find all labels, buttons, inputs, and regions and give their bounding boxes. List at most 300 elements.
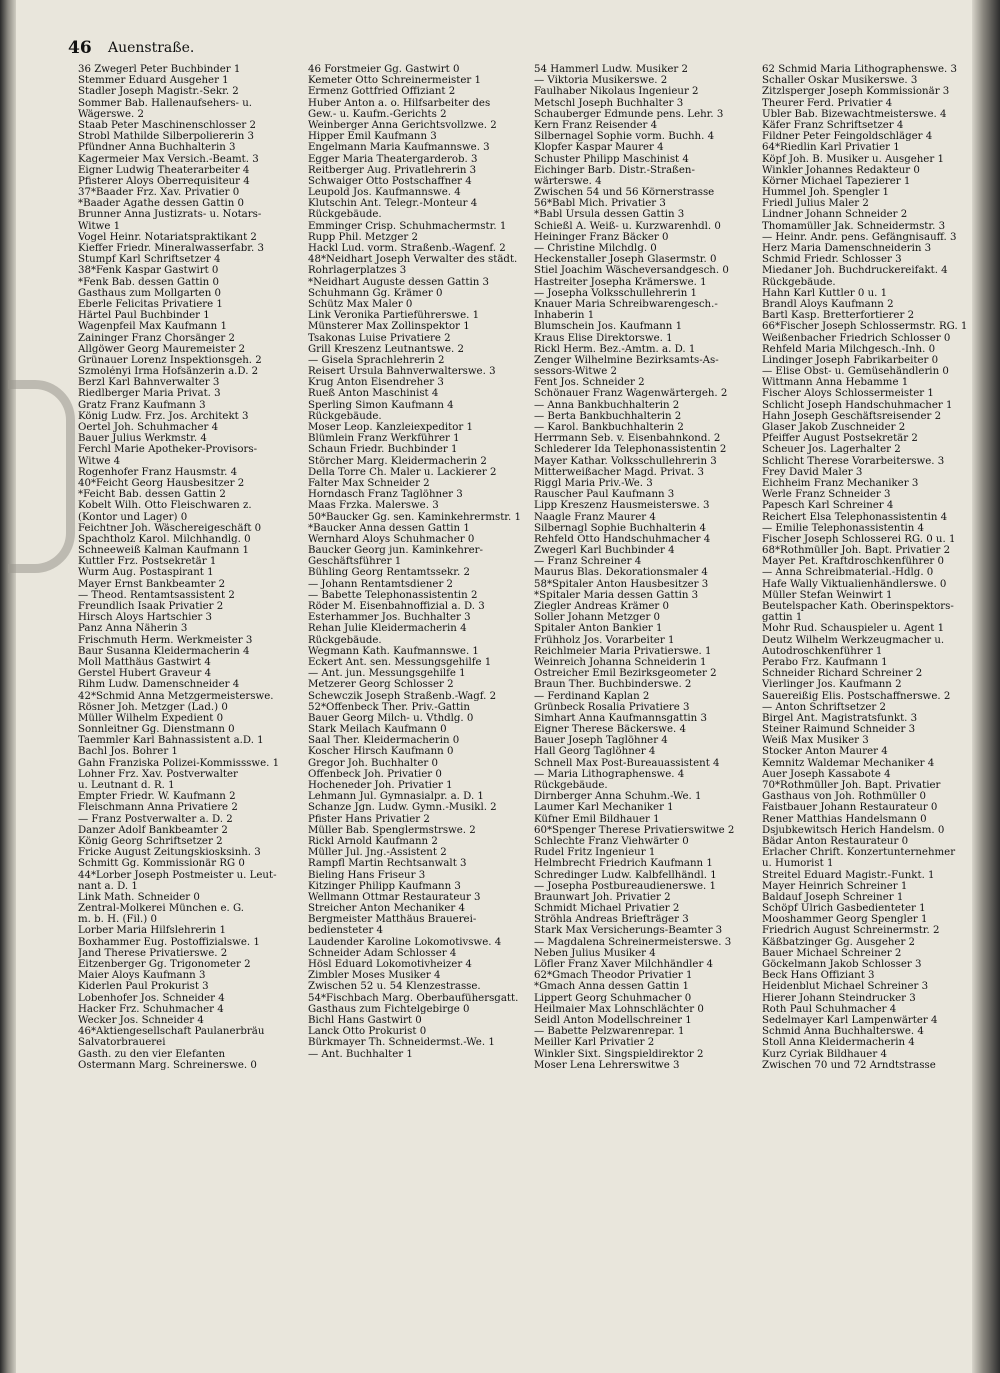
- directory-entry: Röder M. Eisenbahnoffizial a. D. 3: [308, 601, 485, 612]
- directory-entry: 62*Gmach Theodor Privatier 1: [534, 970, 693, 982]
- directory-entry: Autodroschkenführer 1: [762, 645, 883, 657]
- directory-entry: Hackl Lud. vorm. Straßenb.-Wagenf. 2: [308, 243, 506, 254]
- directory-entry: Stadler Joseph Magistr.-Sekr. 2: [78, 86, 239, 98]
- directory-entry: Link Veronika Partieführerswe. 1: [308, 310, 480, 322]
- directory-entry: Metzerer Georg Schlosser 2: [308, 679, 454, 691]
- directory-entry: Della Torre Ch. Maler u. Lackierer 2: [308, 466, 497, 478]
- directory-entry: Klutschin Ant. Telegr.-Monteur 4: [308, 198, 478, 210]
- directory-entry: Zwischen 54 und 56 Körnerstrasse: [534, 187, 715, 199]
- directory-entry: Schuster Philipp Maschinist 4: [534, 153, 689, 165]
- directory-entry: Ostermann Marg. Schreinerswe. 0: [78, 1059, 257, 1071]
- directory-entry: Schwaiger Otto Postschaffner 4: [308, 175, 472, 187]
- directory-entry: Gasthaus zum Fichtelgebirge 0: [308, 1003, 470, 1015]
- directory-entry: Fischer Aloys Schlossermeister 1: [762, 388, 934, 400]
- directory-entry: Maas Frzka. Malerswe. 3: [308, 500, 439, 512]
- directory-entry: Stiel Joachim Wäscheversandgesch. 0: [534, 265, 729, 277]
- street-title: Auenstraße.: [108, 40, 195, 56]
- directory-entry: Falter Max Schneider 2: [308, 477, 430, 489]
- directory-entry: Friedl Julius Maler 2: [762, 198, 869, 210]
- directory-entry: — Maria Lithographenswe. 4: [534, 768, 685, 780]
- directory-entry: Gasthaus von Joh. Rothmüller 0: [762, 791, 926, 803]
- directory-entry: — Babette Pelzwarenrepar. 1: [534, 1026, 685, 1038]
- directory-entry: Boxhammer Eug. Postoffizialswe. 1: [78, 936, 260, 948]
- directory-entry: Hacker Frz. Schuhmacher 4: [78, 1003, 224, 1015]
- directory-entry: Münsterer Max Zollinspektor 1: [308, 321, 470, 333]
- directory-entry: bediensteter 4: [308, 925, 383, 937]
- directory-entry: Silbernagl Sophie Buchhalterin 4: [534, 522, 707, 534]
- directory-entry: Lorber Maria Hilfslehrerin 1: [78, 925, 226, 937]
- directory-entry: Kiderlen Paul Prokurist 3: [78, 981, 209, 993]
- directory-entry: Salvatorbrauerei: [78, 1037, 166, 1049]
- directory-entry: Eichheim Franz Mechaniker 3: [762, 477, 919, 489]
- directory-entry: Zwischen 52 u. 54 Klenzestrasse.: [308, 981, 481, 993]
- right-page-edge: [972, 0, 1000, 1373]
- directory-entry: König Georg Schriftsetzer 2: [78, 835, 223, 847]
- directory-entry: Rückgebäude.: [762, 276, 836, 288]
- directory-entry: 48*Neidhart Joseph Verwalter des städt.: [308, 254, 518, 266]
- directory-entry: — Babette Telephonassistentin 2: [308, 589, 478, 601]
- directory-entry: Maurus Blas. Dekorationsmaler 4: [534, 567, 708, 579]
- directory-entry: 64*Riedlin Karl Privatier 1: [762, 142, 900, 154]
- directory-entry: Kitzinger Philipp Kaufmann 3: [308, 880, 461, 892]
- directory-entry: — Josepha Postbureaudienerswe. 1: [534, 880, 717, 892]
- directory-entry: Hastreiter Josepha Krämerswe. 1: [534, 276, 707, 288]
- directory-entry: Maier Aloys Kaufmann 3: [78, 970, 206, 982]
- directory-entry: Pfister Hans Privatier 2: [308, 813, 430, 825]
- directory-entry: Bädar Anton Restaurateur 0: [762, 835, 909, 847]
- directory-entry: — Elise Obst- u. Gemüsehändlerin 0: [762, 366, 949, 378]
- directory-entry: Schießl A. Weiß- u. Kurzwarenhdl. 0: [534, 220, 721, 232]
- directory-entry: Rickl Herm. Bez.-Amtm. a. D. 1: [534, 343, 696, 355]
- directory-entry: Schmidt Michael Privatier 2: [534, 903, 680, 915]
- directory-entry: Ströhla Andreas Briefträger 3: [534, 914, 689, 926]
- directory-entry: — Heinr. Andr. pens. Gefängnisauff. 3: [762, 231, 957, 243]
- directory-entry: Leupold Jos. Kaufmannswe. 4: [308, 187, 461, 199]
- directory-entry: Simhart Anna Kaufmannsgattin 3: [534, 712, 707, 724]
- directory-entry: 68*Rothmüller Joh. Bapt. Privatier 2: [762, 545, 951, 557]
- directory-entry: *Baucker Anna dessen Gattin 1: [308, 522, 470, 534]
- directory-entry: Heilmaier Max Lohnschlächter 0: [534, 1003, 704, 1015]
- directory-entry: Koscher Hirsch Kaufmann 0: [308, 746, 454, 758]
- directory-entry: Strobl Mathilde Silberpoliererin 3: [78, 131, 254, 143]
- directory-entry: (Kontor und Lager) 0: [78, 511, 188, 523]
- directory-entry: — Christine Milchdlg. 0: [534, 243, 657, 254]
- directory-entry: 56*Babl Mich. Privatier 3: [534, 198, 666, 210]
- directory-entry: Oertel Joh. Schuhmacher 4: [78, 422, 219, 433]
- directory-entry: Zwischen 70 und 72 Arndtstrasse: [762, 1059, 936, 1071]
- directory-entry: Vogel Heinr. Notariatspraktikant 2: [78, 231, 257, 243]
- directory-entry: gattin 1: [762, 612, 803, 624]
- directory-entry: Deutz Wilhelm Werkzeugmacher u.: [762, 634, 945, 646]
- directory-entry: Eigner Ludwig Theaterarbeiter 4: [78, 164, 250, 176]
- directory-entry: Rohrlagerplatzes 3: [308, 265, 407, 277]
- directory-entry: Mooshammer Georg Spengler 1: [762, 914, 928, 926]
- directory-entry: Zaininger Franz Chorsänger 2: [78, 332, 235, 344]
- directory-entry: Feichtner Joh. Wäschereigeschäft 0: [78, 522, 262, 534]
- directory-entry: Berzl Karl Bahnverwalter 3: [78, 377, 220, 389]
- directory-entry: Müller Stefan Weinwirt 1: [762, 589, 893, 601]
- directory-entry: Emminger Crisp. Schuhmachermstr. 1: [308, 220, 507, 232]
- directory-entry: — Ferdinand Kaplan 2: [534, 690, 650, 702]
- directory-entry: Bühling Georg Rentamtssekr. 2: [308, 567, 470, 579]
- directory-entry: Streicher Anton Mechaniker 4: [308, 903, 465, 915]
- directory-entry: Lippert Georg Schuhmacher 0: [534, 992, 692, 1004]
- directory-entry: Zwegerl Karl Buchbinder 4: [534, 545, 675, 557]
- directory-entry: Hocheneder Joh. Privatier 1: [308, 780, 453, 791]
- directory-entry: Schmitt Gg. Kommissionär RG 0: [78, 858, 245, 870]
- directory-entry: Reisert Ursula Bahnverwalterswe. 3: [308, 366, 496, 378]
- directory-entry: Lipp Kreszenz Hausmeisterswe. 3: [534, 500, 710, 512]
- directory-entry: Köpf Joh. B. Musiker u. Ausgeher 1: [762, 153, 944, 165]
- directory-entry: Übler Bab. Bizewachtmeisterswe. 4: [762, 108, 947, 120]
- directory-entry: Schmid Anna Buchhalterswe. 4: [762, 1026, 924, 1038]
- directory-entry: Schnell Max Post-Bureauassistent 4: [534, 757, 720, 769]
- directory-entry: Bauer Joseph Taglöhner 4: [534, 735, 668, 747]
- directory-entry: — Emilie Telephonassistentin 4: [762, 522, 924, 534]
- directory-entry: Hipper Emil Kaufmann 3: [308, 131, 437, 143]
- directory-entry: Metschl Joseph Buchhalter 3: [534, 97, 684, 109]
- directory-entry: Mayer Heinrich Schreiner 1: [762, 880, 908, 892]
- directory-entry: Saal Ther. Kleidermacherin 0: [308, 735, 460, 747]
- directory-entry: Wägerswe. 2: [78, 108, 145, 120]
- directory-entry: Faistbauer Johann Restaurateur 0: [762, 802, 938, 814]
- directory-entry: Bergmeister Matthäus Brauerei-: [308, 914, 477, 926]
- directory-entry: Laudender Karoline Lokomotivswe. 4: [308, 936, 502, 948]
- directory-entry: Kraus Elise Direktorswe. 1: [534, 332, 673, 344]
- directory-entry: Ferchl Marie Apotheker-Provisors-: [78, 444, 258, 456]
- directory-entry: Seidl Anton Modellschreiner 1: [534, 1014, 692, 1026]
- directory-entry: Reichert Elsa Telephonassistentin 4: [762, 511, 948, 523]
- directory-entry: Egger Maria Theatergarderob. 3: [308, 153, 478, 165]
- directory-entry: Sauereißig Elis. Postschaffnerswe. 2: [762, 690, 951, 702]
- directory-entry: *Feicht Bab. dessen Gattin 2: [78, 489, 226, 501]
- directory-entry: Meiller Karl Privatier 2: [534, 1037, 655, 1049]
- directory-entry: Werle Franz Schneider 3: [762, 489, 891, 501]
- directory-entry: Huber Anton a. o. Hilfsarbeiter des: [308, 97, 491, 109]
- directory-entry: Schanze Jgn. Ludw. Gymn.-Musikl. 2: [308, 802, 497, 814]
- directory-entry: Schlederer Ida Telephonassistentin 2: [534, 444, 727, 456]
- directory-entry: Riggl Maria Priv.-We. 3: [534, 477, 653, 489]
- directory-entry: — Berta Bankbuchhalterin 2: [534, 410, 682, 422]
- directory-entry: Bauer Julius Werkmstr. 4: [78, 433, 207, 445]
- directory-entry: Papesch Karl Schreiner 4: [762, 500, 894, 512]
- directory-entry: Eitzenberger Gg. Trigonometer 2: [78, 959, 251, 970]
- directory-entry: Brunner Anna Justizrats- u. Notars-: [78, 209, 262, 221]
- directory-entry: Gasth. zu den vier Elefanten: [78, 1048, 226, 1060]
- directory-entry: Mayer Ernst Bankbeamter 2: [78, 578, 226, 590]
- directory-entry: Bichl Hans Gastwirt 0: [308, 1014, 422, 1026]
- directory-entry: Löfler Franz Xaver Milchhändler 4: [534, 959, 714, 970]
- directory-entry: Fildner Peter Feingoldschläger 4: [762, 131, 933, 143]
- directory-entry: Sperling Simon Kaufmann 4: [308, 399, 454, 411]
- directory-entry: Schaller Oskar Musikerswe. 3: [762, 75, 918, 87]
- directory-entry: Kern Franz Reisender 4: [534, 119, 658, 131]
- directory-entry: Winkler Johannes Redakteur 0: [762, 164, 920, 176]
- directory-entry: — Anna Schreibmaterial.-Hdlg. 0: [762, 567, 934, 579]
- directory-entry: Lehmann Jul. Gymnasialpr. a. D. 1: [308, 791, 484, 803]
- directory-entry: Mohr Rud. Schauspieler u. Agent 1: [762, 623, 945, 635]
- directory-entry: Gasthaus zum Mollgarten 0: [78, 287, 221, 299]
- directory-entry: *Spitaler Maria dessen Gattin 3: [534, 589, 699, 601]
- directory-entry: Grünauer Lorenz Inspektionsgeh. 2: [78, 354, 262, 366]
- directory-entry: Heininger Franz Bäcker 0: [534, 231, 669, 243]
- directory-entry: Streitel Eduard Magistr.-Funkt. 1: [762, 869, 935, 881]
- directory-entry: Hahn Joseph Geschäftsreisender 2: [762, 410, 942, 422]
- directory-entry: Inhaberin 1: [534, 310, 595, 322]
- directory-entry: Link Math. Schneider 0: [78, 891, 200, 903]
- directory-entry: — Ant. Buchhalter 1: [308, 1048, 413, 1060]
- directory-entry: König Ludw. Frz. Jos. Architekt 3: [78, 410, 249, 422]
- directory-entry: Rogenhofer Franz Hausmstr. 4: [78, 466, 238, 478]
- directory-entry: Kieffer Friedr. Mineralwasserfabr. 3: [78, 243, 264, 254]
- directory-entry: Reitberger Aug. Privatlehrerin 3: [308, 164, 477, 176]
- directory-entry: Schöpf Ulrich Gasbedienteter 1: [762, 903, 926, 915]
- directory-entry: Wernhard Aloys Schuhmacher 0: [308, 533, 475, 545]
- directory-entry: Küfner Emil Bildhauer 1: [534, 813, 660, 825]
- directory-entry: Stoll Anna Kleidermacherin 4: [762, 1037, 915, 1049]
- directory-entry: Zentral-Molkerei München e. G.: [78, 903, 244, 915]
- directory-entry: Moser Leop. Kanzleiexpeditor 1: [308, 422, 473, 433]
- directory-entry: 37*Baader Frz. Xav. Privatier 0: [78, 187, 240, 199]
- directory-entry: — Magdalena Schreinermeisterswe. 3: [534, 936, 732, 948]
- directory-entry: Allgöwer Georg Mauremeister 2: [78, 343, 246, 355]
- directory-entry: Wagenpfeil Max Kaufmann 1: [78, 321, 227, 333]
- directory-entry: Hahn Karl Kuttler 0 u. 1: [762, 287, 888, 299]
- directory-entry: Pfündner Anna Buchhalterin 3: [78, 142, 236, 154]
- directory-entry: — Anna Bankbuchhalterin 2: [534, 399, 680, 411]
- directory-entry: 42*Schmid Anna Metzgermeisterswe.: [78, 690, 274, 702]
- directory-entry: u. Leutnant d. R. 1: [78, 780, 175, 791]
- directory-entry: Fischer Joseph Schlosserei RG. 0 u. 1: [762, 533, 956, 545]
- directory-entry: — Franz Postverwalter a. D. 2: [78, 813, 233, 825]
- directory-entry: *Babl Ursula dessen Gattin 3: [534, 209, 685, 221]
- directory-entry: Auer Joseph Kassabote 4: [762, 768, 891, 780]
- directory-entry: Witwe 1: [78, 220, 121, 232]
- directory-entry: Käßbatzinger Gg. Ausgeher 2: [762, 936, 916, 948]
- directory-entry: Soller Johann Metzger 0: [534, 612, 661, 624]
- directory-entry: Bauer Michael Schreiner 2: [762, 947, 902, 959]
- directory-entry: Wellmann Ottmar Restaurateur 3: [308, 891, 481, 903]
- directory-entry: Rückgebäude.: [308, 634, 382, 646]
- directory-entry: Tsakonas Luise Privatiere 2: [308, 332, 451, 344]
- directory-entry: Weißenbacher Friedrich Schlosser 0: [762, 332, 951, 344]
- directory-entry: Müller Jul. Jng.-Assistent 2: [308, 847, 447, 859]
- directory-entry: Körner Michael Tapezierer 1: [762, 175, 911, 187]
- directory-entry: Beck Hans Offiziant 3: [762, 970, 875, 982]
- directory-entry: Frey David Maler 3: [762, 466, 863, 478]
- directory-entry: Göckelmann Jakob Schlosser 3: [762, 959, 922, 970]
- directory-entry: Szmolényi Irma Hofsänzerin a.D. 2: [78, 366, 259, 378]
- directory-entry: Schneider Richard Schreiner 2: [762, 668, 923, 680]
- directory-entry: Schönauer Franz Wagenwärtergeh. 2: [534, 388, 728, 400]
- directory-entry: Hirsch Aloys Hartschier 3: [78, 612, 213, 624]
- directory-entry: Stark Max Versicherungs-Beamter 3: [534, 925, 723, 937]
- directory-entry: Grünbeck Rosalia Privatiere 3: [534, 701, 690, 713]
- directory-entry: Esterhammer Jos. Buchhalter 3: [308, 612, 471, 624]
- directory-entry: Moll Matthäus Gastwirt 4: [78, 656, 211, 668]
- directory-entry: Störcher Marg. Kleidermacherin 2: [308, 455, 487, 467]
- directory-entry: Helmbrecht Friedrich Kaufmann 1: [534, 858, 713, 870]
- directory-entry: Beutelspacher Kath. Oberinspektors-: [762, 601, 954, 612]
- column-2: [308, 64, 530, 1060]
- directory-entry: Staab Peter Maschinenschlosser 2: [78, 119, 257, 131]
- directory-entry: Schauberger Edmunde pens. Lehr. 3: [534, 108, 724, 120]
- directory-entry: Eberle Felicitas Privatiere 1: [78, 298, 223, 310]
- directory-entry: Herrmann Seb. v. Eisenbahnkond. 2: [534, 433, 721, 445]
- directory-entry: Winkler Sixt. Singspieldirektor 2: [534, 1048, 704, 1060]
- directory-entry: Lindner Johann Schneider 2: [762, 209, 908, 221]
- paper-clip-shadow: [8, 380, 75, 573]
- directory-entry: Kurz Cyriak Bildhauer 4: [762, 1048, 887, 1060]
- directory-entry: Lohner Frz. Xav. Postverwalter: [78, 768, 238, 780]
- directory-entry: Schlicht Therese Vorarbeiterswe. 3: [762, 455, 945, 467]
- directory-entry: Thomamüller Jak. Schneidermstr. 3: [762, 220, 946, 232]
- directory-entry: 62 Schmid Maria Lithographenswe. 3: [762, 64, 957, 75]
- page-number: 46: [68, 38, 92, 58]
- directory-entry: 38*Fenk Kaspar Gastwirt 0: [78, 265, 219, 277]
- directory-entry: Hummel Joh. Spengler 1: [762, 187, 890, 199]
- directory-entry: Schneider Adam Schlosser 4: [308, 947, 457, 959]
- directory-entry: Rückgebäude.: [308, 209, 382, 221]
- directory-entry: Rener Matthias Handelsmann 0: [762, 813, 927, 825]
- directory-entry: Heckenstaller Joseph Glasermstr. 0: [534, 254, 717, 266]
- directory-entry: Empter Friedr. W. Kaufmann 2: [78, 791, 236, 803]
- directory-entry: Spachtholz Karol. Milchhandlg. 0: [78, 533, 251, 545]
- directory-entry: Stumpf Karl Schriftsetzer 4: [78, 254, 221, 266]
- page-header: [68, 38, 948, 60]
- directory-entry: Blumschein Jos. Kaufmann 1: [534, 321, 683, 333]
- directory-entry: Weinreich Johanna Schneiderin 1: [534, 656, 707, 668]
- directory-entry: Erlacher Chrift. Konzertunternehmer: [762, 847, 956, 859]
- directory-entry: Schmid Friedr. Schlosser 3: [762, 254, 902, 266]
- directory-entry: — Johann Rentamtsdiener 2: [308, 578, 454, 590]
- directory-entry: Witwe 4: [78, 455, 121, 467]
- directory-entry: Reichlmeier Maria Privatierswe. 1: [534, 645, 712, 657]
- directory-entry: Ermenz Gottfried Offiziant 2: [308, 86, 456, 98]
- directory-entry: Glaser Jakob Zuschneider 2: [762, 422, 906, 433]
- directory-entry: Rückgebäude.: [534, 780, 608, 791]
- directory-entry: Vierlinger Jos. Kaufmann 2: [762, 679, 902, 691]
- directory-entry: Riedlberger Maria Privat. 3: [78, 388, 221, 400]
- directory-entry: m. b. H. (Fil.) 0: [78, 914, 157, 926]
- directory-entry: Geschäftsführer 1: [308, 556, 402, 568]
- directory-entry: 46*Aktiengesellschaft Paulanerbräu: [78, 1026, 265, 1038]
- left-page-edge: [0, 0, 16, 1373]
- directory-entry: Schneeweiß Kalman Kaufmann 1: [78, 545, 249, 557]
- directory-entry: Gahn Franziska Polizei-Kommissswe. 1: [78, 757, 280, 769]
- directory-entry: Engelmann Maria Kaufmannswe. 3: [308, 142, 490, 154]
- column-1: [78, 64, 306, 1071]
- directory-entry: *Neidhart Auguste dessen Gattin 3: [308, 276, 490, 288]
- directory-entry: *Fenk Bab. dessen Gattin 0: [78, 276, 219, 288]
- directory-entry: Bieling Hans Friseur 3: [308, 869, 426, 881]
- directory-entry: Bürkmayer Th. Schneidermst.-We. 1: [308, 1037, 495, 1049]
- directory-entry: Käfer Franz Schriftsetzer 4: [762, 119, 904, 131]
- directory-entry: Frischmuth Herm. Werkmeister 3: [78, 634, 253, 646]
- directory-entry: Faulhaber Nikolaus Ingenieur 2: [534, 86, 699, 98]
- directory-entry: Mayer Kathar. Volksschullehrerin 3: [534, 455, 717, 467]
- directory-entry: 52*Offenbeck Ther. Priv.-Gattin: [308, 701, 470, 713]
- directory-entry: Müller Bab. Spenglermstrswe. 2: [308, 824, 476, 836]
- directory-entry: Müller Wilhelm Expedient 0: [78, 712, 224, 724]
- directory-entry: Braunwart Joh. Privatier 2: [534, 891, 671, 903]
- directory-entry: Eigner Therese Bäckerswe. 4: [534, 724, 686, 736]
- directory-entry: Mitterweißacher Magd. Privat. 3: [534, 466, 704, 478]
- directory-entry: Bartl Kasp. Bretterfortierer 2: [762, 310, 915, 322]
- directory-entry: Schlechte Franz Viehwärter 0: [534, 835, 689, 847]
- directory-entry: — Karol. Bankbuchhalterin 2: [534, 422, 684, 433]
- directory-entry: Härtel Paul Buchbinder 1: [78, 310, 210, 322]
- directory-entry: Schütz Max Maler 0: [308, 298, 413, 310]
- directory-entry: 66*Fischer Joseph Schlossermstr. RG. 1: [762, 321, 968, 333]
- directory-entry: Klopfer Kaspar Maurer 4: [534, 142, 664, 154]
- directory-entry: Offenbeck Joh. Privatier 0: [308, 768, 442, 780]
- directory-entry: Knauer Maria Schreibwarengesch.-: [534, 298, 718, 310]
- directory-entry: Taemmler Karl Bahnassistent a.D. 1: [78, 735, 264, 747]
- directory-entry: — Theod. Rentamtsassistent 2: [78, 589, 235, 601]
- directory-entry: Zenger Wilhelmine Bezirksamts-As-: [534, 354, 719, 366]
- directory-entry: Krug Anton Eisendreher 3: [308, 377, 444, 389]
- directory-entry: Gratz Franz Kaufmann 3: [78, 399, 206, 411]
- directory-entry: Neben Julius Musiker 4: [534, 947, 656, 959]
- directory-entry: 50*Baucker Gg. sen. Kaminkehrermstr. 1: [308, 511, 522, 523]
- directory-entry: *Gmach Anna dessen Gattin 1: [534, 981, 690, 993]
- column-4: [762, 64, 972, 1071]
- directory-entry: Kuttler Frz. Postsekretär 1: [78, 556, 217, 568]
- directory-entry: Rauscher Paul Kaufmann 3: [534, 489, 675, 501]
- directory-entry: Stocker Anton Maurer 4: [762, 746, 888, 758]
- directory-entry: Scheuer Jos. Lagerhalter 2: [762, 444, 901, 456]
- directory-entry: Sonnleitner Gg. Dienstmann 0: [78, 724, 235, 736]
- directory-entry: Zimbler Moses Musiker 4: [308, 970, 441, 982]
- directory-entry: Wegmann Kath. Kaufmannswe. 1: [308, 645, 479, 657]
- directory-entry: Eckert Ant. sen. Messungsgehilfe 1: [308, 656, 492, 668]
- directory-entry: Hall Georg Taglöhner 4: [534, 746, 656, 758]
- directory-entry: Rueß Anton Maschinist 4: [308, 388, 439, 400]
- directory-entry: Wecker Jos. Schneider 4: [78, 1014, 204, 1026]
- directory-entry: Rupp Phil. Metzger 2: [308, 231, 418, 243]
- directory-entry: 60*Spenger Therese Privatierswitwe 2: [534, 824, 735, 836]
- directory-entry: Baldauf Joseph Schreiner 1: [762, 891, 904, 903]
- directory-entry: Ziegler Andreas Krämer 0: [534, 601, 669, 612]
- directory-entry: Horndasch Franz Taglöhner 3: [308, 489, 463, 501]
- directory-entry: Kagermeier Max Versich.-Beamt. 3: [78, 153, 259, 165]
- directory-entry: Rampfl Martin Rechtsanwalt 3: [308, 858, 467, 870]
- directory-entry: Weiß Max Musiker 3: [762, 735, 869, 747]
- directory-entry: Jand Therese Privatierswe. 2: [78, 947, 228, 959]
- directory-entry: Östreicher Emil Bezirksgeometer 2: [534, 668, 717, 680]
- column-3: [534, 64, 758, 1071]
- directory-entry: 58*Spitaler Anton Hausbesitzer 3: [534, 578, 709, 590]
- directory-entry: Rehfeld Maria Milchgesch.-Inh. 0: [762, 343, 936, 355]
- directory-entry: — Josepha Volksschullehrerin 1: [534, 287, 697, 299]
- directory-entry: Kemeter Otto Schreinermeister 1: [308, 75, 481, 87]
- directory-entry: Lindinger Joseph Fabrikarbeiter 0: [762, 354, 939, 366]
- directory-entry: — Franz Schreiner 4: [534, 556, 642, 568]
- directory-entry: Wittmann Anna Hebamme 1: [762, 377, 909, 389]
- directory-entry: Roth Paul Schuhmacher 4: [762, 1003, 897, 1015]
- directory-entry: Pfeiffer August Postsekretär 2: [762, 433, 918, 445]
- directory-entry: 70*Rothmüller Joh. Bapt. Privatier: [762, 780, 941, 791]
- directory-entry: Gregor Joh. Buchhalter 0: [308, 757, 438, 769]
- directory-entry: Stemmer Eduard Ausgeher 1: [78, 75, 229, 87]
- directory-entry: Rickl Arnold Kaufmann 2: [308, 835, 438, 847]
- directory-entry: Bachl Jos. Bohrer 1: [78, 746, 178, 758]
- directory-entry: Rudel Fritz Ingenieur 1: [534, 847, 656, 859]
- directory-entry: Naagle Franz Maurer 4: [534, 511, 656, 523]
- directory-entry: Dsjubkewitsch Herich Handelsm. 0: [762, 824, 945, 836]
- directory-entry: u. Humorist 1: [762, 858, 834, 870]
